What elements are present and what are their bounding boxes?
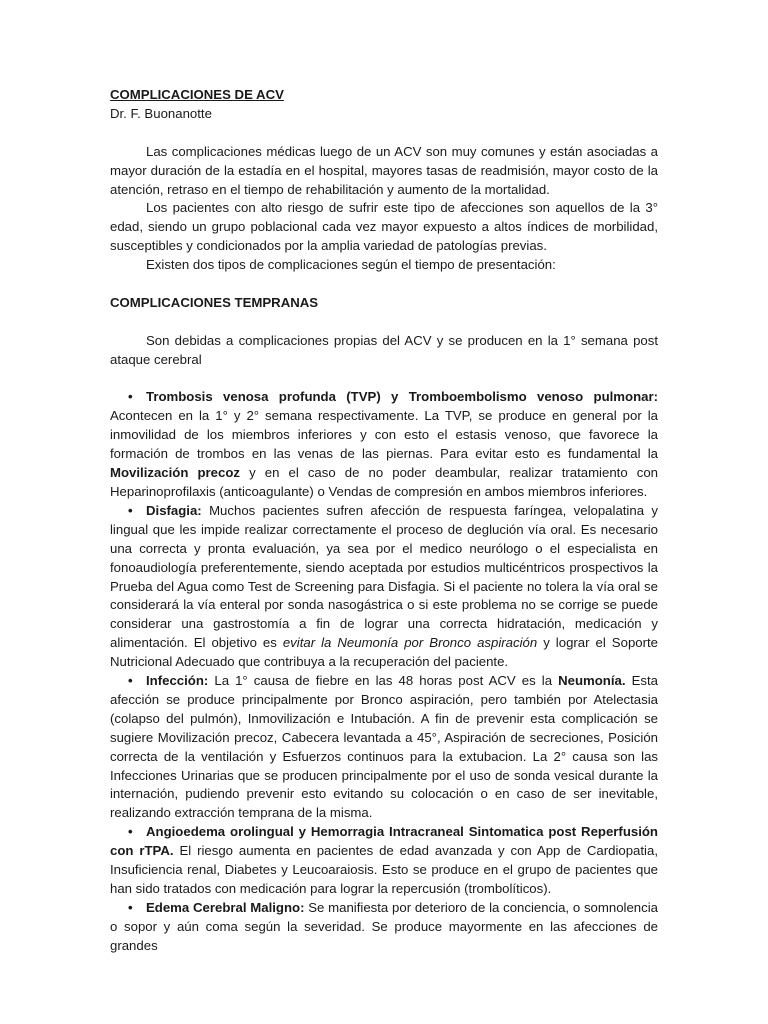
bullet-text: La 1° causa de fiebre en las 48 horas post ACV es la — [208, 673, 559, 689]
bullet-item-disfagia — [110, 502, 658, 672]
document-page — [110, 86, 658, 956]
bullet-text: El riesgo aumenta en pacientes de edad avanzada y con App de Cardiopatia, Insuficiencia renal, Diabetes y Leucoaraiosis. Esto se produce en el grupo de pacientes que han sido tratados con medicación para lograr la repercusión (trombolíticos). — [110, 843, 658, 896]
bullet-item-tvp — [110, 388, 658, 501]
bullet-icon: • — [128, 824, 133, 840]
bullet-icon: • — [128, 389, 133, 405]
bullet-title: Trombosis venosa profunda (TVP) y Tromboembolismo venoso pulmonar: — [146, 389, 658, 405]
bullet-emphasis: Movilización precoz — [110, 465, 240, 481]
bullet-title: Angioedema orolingual y Hemorragia Intracraneal Sintomatica post Reperfusión con rTPA. — [110, 824, 658, 859]
bullet-item-infeccion — [110, 672, 658, 823]
spacer — [110, 370, 658, 389]
bullet-icon: • — [128, 502, 133, 518]
bullet-italic: evitar la Neumonía por Bronco aspiración — [282, 635, 538, 651]
bullet-text: Acontecen en la 1° y 2° semana respectivamente. La TVP, se produce en general por la inmovilidad de los miembros inferiores y con esto el estasis venoso, que favorece la formación de trombos en las venas de las piernas. Para evitar esto es fundamental la — [110, 408, 658, 462]
bullet-text: y en el caso de no poder deambular, realizar tratamiento con Heparinoprofilaxis (anticoagulante) o Vendas de compresión en ambos miembros inferiores. — [110, 465, 658, 499]
intro-paragraph-1: Las complicaciones médicas luego de un ACV son muy comunes y están asociadas a mayor duración de la estadía en el hospital, mayores tasas de readmisión, mayor costo de la atención, retraso en el tiempo de rehabilitación y aumento de la mortalidad. — [110, 143, 658, 197]
intro-paragraph-3: Existen dos tipos de complicaciones según el tiempo de presentación: — [146, 257, 556, 273]
spacer — [110, 124, 658, 143]
bullet-text: Muchos pacientes sufren afección de respuesta faríngea, velopalatina y lingual que les impide realizar correctamente el proceso de deglución vía oral. Es necesario una correcta y pronta evaluación, ya sea por el medico neurólogo o el especialista en fonoaudiología preferentemente, siendo aceptada por estudios multicéntricos prospectivos la Prueba del Agua como Test de Screening para Disfagia. Si el paciente no tolera la vía oral se considerará la vía enteral por sonda nasogástrica o si este problema no se corrige se puede considerar una gastrostomía a fin de lograr una correcta hidratación, medicación y alimentación. El objetivo es — [110, 502, 658, 651]
bullet-text: Esta afección se produce principalmente por Bronco aspiración, pero también por Atelectasia (colapso del pulmón), Inmovilización e Intubación. A fin de prevenir esta complicación se sugiere Movilización precoz, Cabecera levantada a 45°, Aspiración de secreciones, Posición correcta de la ventilación y Esfuerzos continuos para la extubacion. La 2° causa son las Infecciones Urinarias que se producen principalmente por el uso de sonda vesical durante la internación, pudiendo prevenir esto evitando su colocación o en caso de ser inevitable, realizando extracción temprana de la misma. — [110, 673, 658, 821]
bullet-text: Se manifiesta por deterioro de la conciencia, o somnolencia o sopor y aún coma según la severidad. Se produce mayormente en las afecciones de grandes — [110, 899, 658, 953]
bullet-emphasis: Neumonía. — [558, 673, 626, 689]
bullet-text: y lograr el Soporte Nutricional Adecuado que contribuya a la recuperación del paciente. — [110, 635, 658, 670]
spacer — [110, 313, 658, 332]
bullet-title: Disfagia: — [146, 502, 202, 518]
bullet-item-edema — [110, 899, 658, 956]
intro-paragraph-2: Los pacientes con alto riesgo de sufrir este tipo de afecciones son aquellos de la 3° edad, siendo un grupo poblacional cada vez mayor expuesto a altos índices de morbilidad, susceptibles y condicionados por la amplia variedad de patologías previas. — [110, 200, 658, 254]
bullet-item-angioedema — [110, 823, 658, 899]
bullet-title: Infección: — [146, 673, 209, 689]
bullet-title: Edema Cerebral Maligno: — [146, 899, 305, 915]
document-title: COMPLICACIONES DE ACV — [110, 87, 284, 102]
bullet-icon: • — [128, 673, 133, 689]
section-title: COMPLICACIONES TEMPRANAS — [110, 294, 319, 310]
author-name: Dr. F. Buonanotte — [110, 105, 212, 121]
spacer — [110, 275, 658, 294]
section-lead-paragraph: Son debidas a complicaciones propias del ACV y se producen en la 1° semana post ataque cerebral — [110, 332, 658, 367]
bullet-icon: • — [128, 899, 133, 915]
